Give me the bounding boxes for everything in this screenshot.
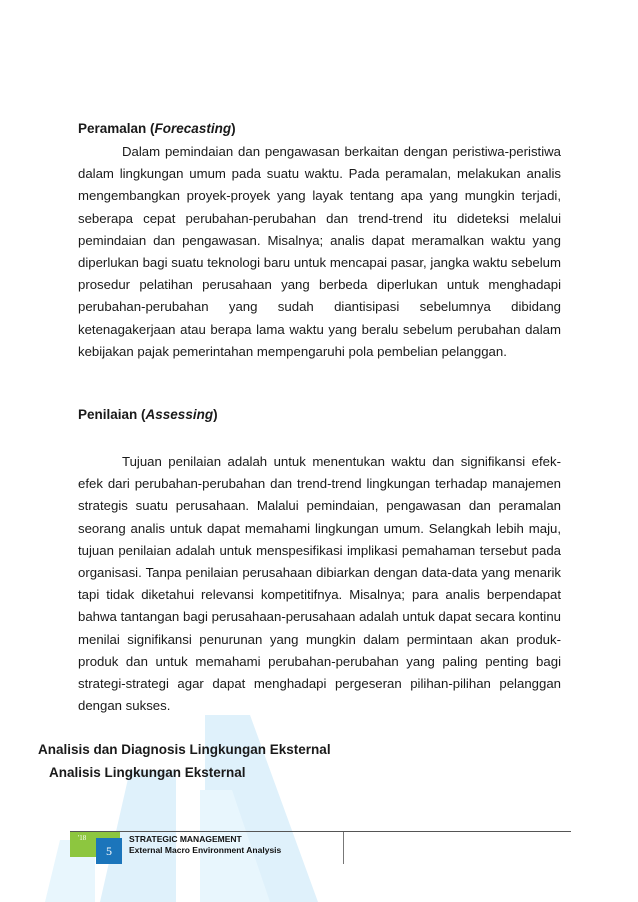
footer-divider bbox=[343, 832, 344, 864]
assessing-paragraph: Tujuan penilaian adalah untuk menentukan waktu dan signifikansi efek-efek dari perubahan-perubahan dan trend-trend lingkungan terhadap manajemen strategis suatu perusahaan. Malalui pemindaian, pengawasan dan peramalan seorang analis untuk dapat memahami lingkungan umum. Selangkah lebih maju, tujuan penilaian adalah untuk menspesifikasi implikasi pemahaman tersebut pada organisasi. Tanpa penilaian perusahaan dibiarkan dengan data-data yang menarik tapi tidak diketahui relevansi kompetitifnya. Misalnya; para analis berpendapat bahwa tantangan bagi perusahaan-perusahaan adalah untuk dapat secara kontinu menilai signifikansi penurunan yang mungkin dalam permintaan akan produk-produk dan untuk memahami perubahan-perubahan yang paling penting bagi strategi-strategi agar dapat menghadapi pergeseran pilihan-pilihan pelanggan dengan sukses. bbox=[78, 454, 561, 714]
section-subtitle: Analisis Lingkungan Eksternal bbox=[49, 765, 246, 780]
footer-title bbox=[129, 834, 281, 856]
footer-course: STRATEGIC MANAGEMENT bbox=[129, 834, 242, 844]
forecasting-paragraph: Dalam pemindaian dan pengawasan berkaitan dengan peristiwa-peristiwa dalam lingkungan umum pada suatu waktu. Pada peramalan, melakukan analis mengembangkan proyek-proyek yang layak tentang apa yang mungkin terjadi, seberapa cepat perubahan-perubahan dan trend-trend itu dideteksi melalui pemindaian dan pengawasan. Misalnya; analis dapat meramalkan waktu yang diperlukan bagi suatu teknologi baru untuk mencapai pasar, jangka waktu sebelum prosedur pelatihan perusahaan yang berbeda diperlukan untuk menghadapi perubahan-perubahan yang sudah diantisipasi sebelumnya dibidang ketenagakerjaan atau berapa lama waktu yang beralu sebelum perubahan dalam kebijakan pajak pemerintahan mempengaruhi pola pembelian pelanggan. bbox=[78, 144, 561, 359]
footer-module: External Macro Environment Analysis bbox=[129, 845, 282, 855]
forecasting-heading: Peramalan (Forecasting) bbox=[78, 121, 236, 136]
footer-tab-label: '18 bbox=[78, 834, 87, 842]
assessing-heading: Penilaian (Assessing) bbox=[78, 407, 218, 422]
page-number: 5 bbox=[96, 838, 122, 864]
section-title: Analisis dan Diagnosis Lingkungan Eksternal bbox=[38, 742, 331, 757]
footer-rule bbox=[70, 831, 571, 832]
